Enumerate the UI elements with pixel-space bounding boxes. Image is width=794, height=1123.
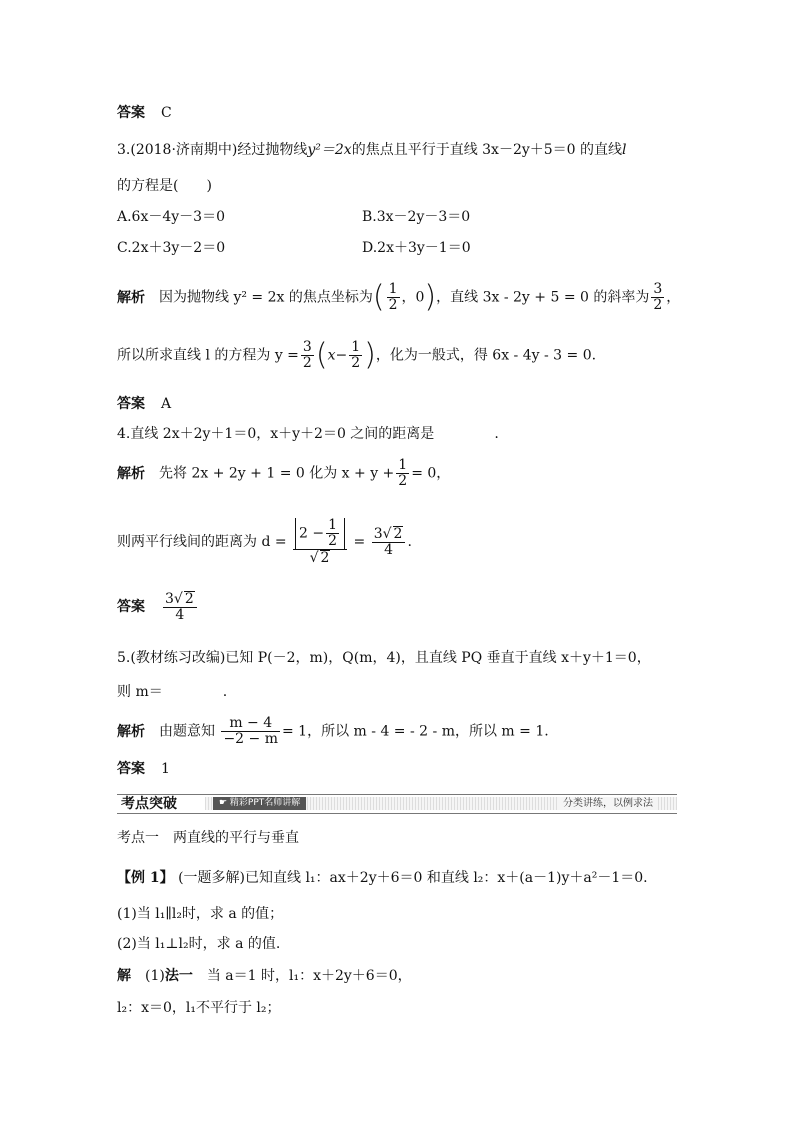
question-5-stem: 5.(教材练习改编)已知 P(－2，m)，Q(m，4)，且直线 PQ 垂直于直线 x＋y＋1＝0， — [117, 650, 651, 666]
example-1-stem: 【例 1】 (一题多解)已知直线 l₁：ax＋2y＋6＝0 和直线 l₂：x＋(a－1)y＋a²－1＝0. — [117, 870, 648, 886]
analysis-4-line1: 解析 先将 2x + 2y + 1 = 0 化为 x + y + $\frac{1}{2}$ = 0， — [117, 457, 451, 489]
example-1-part1: (1)当 l₁∥l₂时，求 a 的值； — [117, 906, 284, 922]
solution-line2: l₂：x＝0，l₁不平行于 l₂； — [117, 1000, 281, 1016]
absolute-value: 2 − $\frac{1}{2}$ — [295, 518, 345, 549]
answer-value: C — [161, 105, 172, 121]
option-c: C.2x＋3y－2＝0 — [117, 240, 226, 256]
answer-label: 答案 — [117, 105, 145, 121]
analysis-5: 解析 由题意知 $\frac{m - 4}{-2 - m}$ = 1，所以 m - 4 = - 2 - m，所以 m = 1. — [117, 715, 549, 747]
fraction: $\frac{3√ 2}{4}$ — [372, 526, 406, 558]
section-banner — [117, 794, 677, 814]
fraction: $\frac{1}{2}$ — [398, 457, 408, 489]
analysis-label: 解析 — [117, 723, 145, 740]
ppt-link[interactable]: ☛ 精彩PPT名师讲解 — [213, 797, 306, 810]
example-1-part2: (2)当 l₁⊥l₂时，求 a 的值. — [117, 936, 281, 952]
section-title: 考点突破 — [117, 795, 181, 813]
topic-heading: 考点一 两直线的平行与垂直 — [117, 830, 299, 846]
fraction: $\frac{3}{2}$ — [302, 339, 312, 371]
answer-value: A — [161, 396, 172, 412]
method-label: 法一 — [164, 968, 193, 984]
example-label: 【例 1】 — [117, 870, 174, 886]
answer-value: 1 — [161, 761, 170, 777]
answer-block — [117, 394, 171, 414]
option-b: B.3x－2y－3＝0 — [362, 209, 471, 225]
analysis-label: 解析 — [117, 465, 145, 482]
section-subtitle: 分类讲练，以例求法 — [559, 797, 657, 810]
solution-line1: 解 (1)法一 当 a＝1 时，l₁：x＋2y＋6＝0， — [117, 968, 412, 984]
question-4-stem: 4.直线 2x＋2y＋1＝0，x＋y＋2＝0 之间的距离是 . — [117, 426, 499, 442]
answer-block — [117, 587, 199, 627]
fraction: $\frac{1}{2}$ — [351, 339, 361, 371]
answer-block — [117, 103, 172, 123]
option-a: A.6x－4y－3＝0 — [117, 209, 225, 225]
distance-fraction: 2 − $\frac{1}{2}$ √ 2 — [293, 518, 347, 566]
question-source: (2018·济南期中) — [130, 142, 238, 158]
question-5-stem-cont: 则 m＝ . — [117, 684, 228, 700]
answer-label: 答案 — [117, 396, 145, 412]
analysis-3-line2: 所以所求直线 l 的方程为 y = $\frac{3}{2}$ (x− $\frac{1}{2}$ )，化为一般式，得 6x - 4y - 3 = 0. — [117, 337, 597, 373]
answer-label: 答案 — [117, 599, 145, 615]
fraction: $\frac{3√ 2}{4}$ — [163, 591, 197, 623]
fraction: $\frac{3}{2}$ — [653, 281, 663, 313]
answer-block — [117, 759, 170, 779]
analysis-4-line2: 则两平行线间的距离为 d = 2 − $\frac{1}{2}$ √ 2 = $\frac{3√ 2}{4}$ . — [117, 517, 412, 566]
question-3-stem: 3.(2018·济南期中)经过抛物线y²＝2x的焦点且平行于直线 3x－2y＋5＝0 的直线l — [117, 142, 627, 158]
fraction: $\frac{1}{2}$ — [388, 281, 398, 313]
question-3-stem-cont: 的方程是( ) — [117, 178, 212, 194]
fraction: $\frac{m - 4}{-2 - m}$ — [223, 715, 278, 747]
answer-label: 答案 — [117, 761, 145, 777]
analysis-3-line1: 解析 因为抛物线 y² = 2x 的焦点坐标为( $\frac{1}{2}$ ，0)，直线 3x - 2y + 5 = 0 的斜率为 $\frac{3}{2}$ ， — [117, 279, 681, 315]
parabola-eq: y²＝2x — [307, 142, 352, 158]
analysis-label: 解析 — [117, 289, 145, 306]
option-d: D.2x＋3y－1＝0 — [362, 240, 471, 256]
solution-label: 解 — [117, 968, 131, 984]
